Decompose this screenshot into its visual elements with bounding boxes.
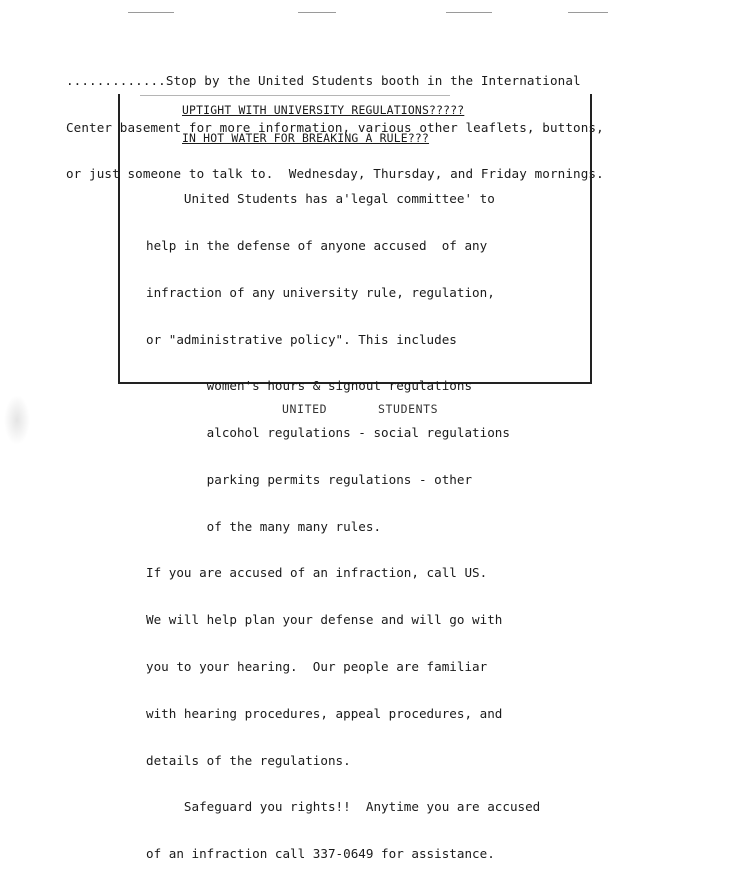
- signature-united: UNITED: [282, 402, 328, 416]
- body-line: women's hours & signout regulations: [146, 378, 473, 394]
- body-line: help in the defense of anyone accused of any: [146, 237, 488, 253]
- body-line: alcohol regulations - social regulations: [146, 425, 510, 441]
- body-line: parking permits regulations - other: [146, 471, 473, 487]
- body-line: United Students has a'legal committee' to: [146, 191, 495, 207]
- header-rule: [568, 12, 608, 13]
- body-line: of the many many rules.: [146, 518, 382, 534]
- intro-line: Center basement for more information, various other leaflets, buttons,: [66, 119, 604, 135]
- body-line: of an infraction call 337-0649 for assistance.: [146, 846, 495, 862]
- intro-line: .............Stop by the United Students booth in the International: [66, 73, 581, 88]
- body-line: infraction of any university rule, regulation,: [146, 284, 495, 300]
- scan-smudge: [4, 395, 30, 445]
- header-rule: [128, 12, 174, 13]
- intro-line: or just someone to talk to. Wednesday, Thursday, and Friday mornings.: [66, 166, 604, 181]
- body-line: with hearing procedures, appeal procedures, and: [146, 705, 503, 721]
- header-rule: [446, 12, 492, 13]
- notice-heading-1: UPTIGHT WITH UNIVERSITY REGULATIONS?????: [182, 103, 465, 117]
- body-line: If you are accused of an infraction, call US.: [146, 565, 488, 581]
- header-rule: [298, 12, 336, 13]
- body-line: details of the regulations.: [146, 752, 351, 768]
- signature-students: STUDENTS: [378, 402, 439, 416]
- body-line: We will help plan your defense and will go with: [146, 612, 503, 628]
- notice-body: [146, 160, 586, 877]
- body-line: Safeguard you rights!! Anytime you are accused: [146, 799, 541, 815]
- body-line: you to your hearing. Our people are familiar: [146, 659, 488, 674]
- notice-heading-2: IN HOT WATER FOR BREAKING A RULE???: [182, 131, 430, 145]
- body-line: or "administrative policy". This includes: [146, 331, 457, 347]
